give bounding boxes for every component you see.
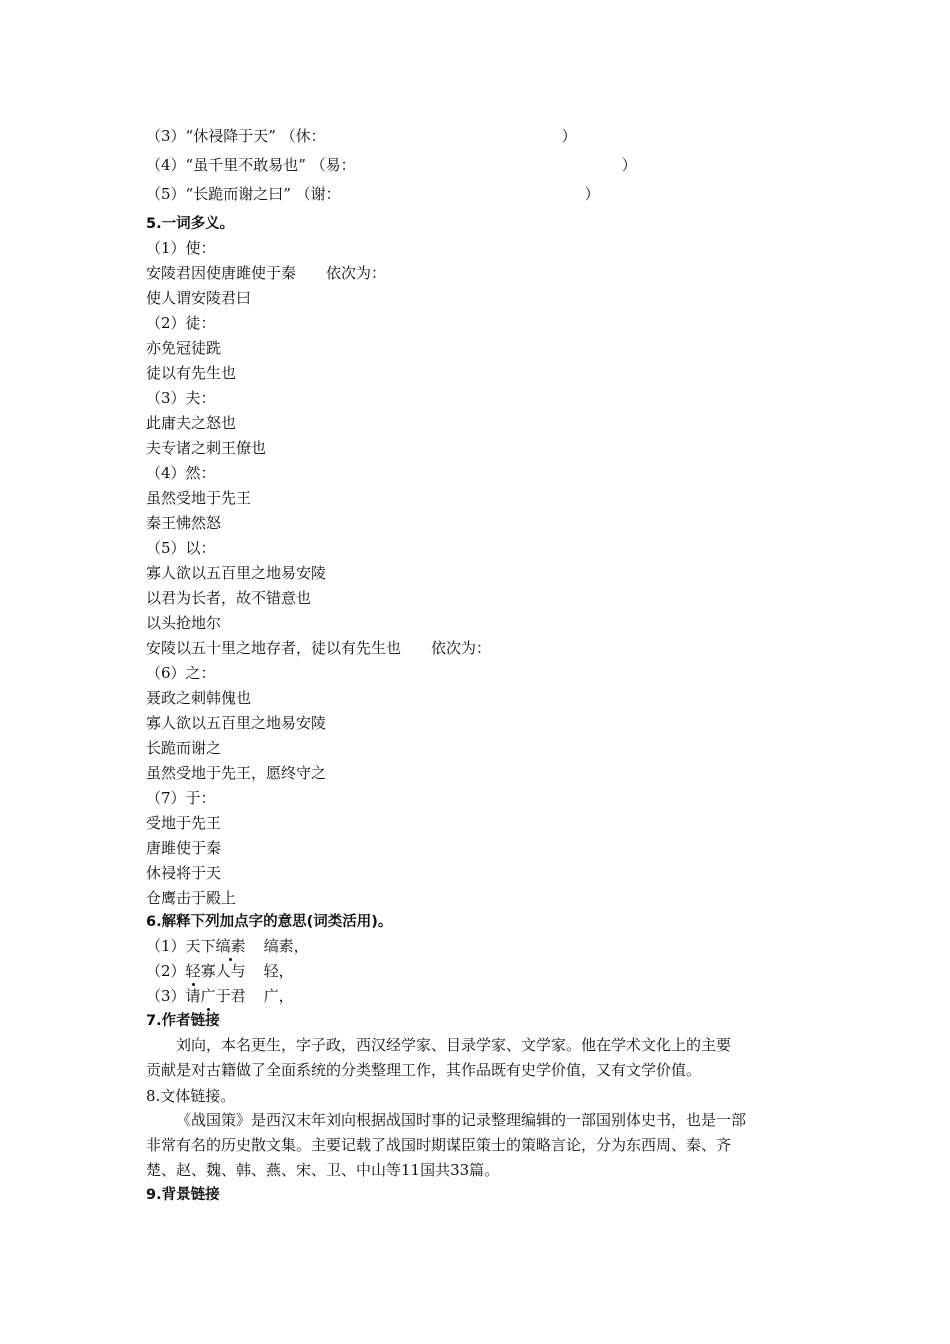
sec5-line: 使人谓安陵君曰 (146, 289, 252, 307)
para-line: 《战国策》是西汉末年刘向根据战国时事的记录整理编辑的一部国别体史书，也是一部 (176, 1111, 747, 1129)
fill-in-q4-close: ） (621, 156, 637, 174)
genre-paragraph (146, 1108, 806, 1183)
sec5-line: 长跪而谢之 (146, 739, 222, 757)
sec6-answer: 轻， (263, 962, 294, 980)
sec5-line: 受地于先王 (146, 814, 222, 832)
sec6-answer: 广， (263, 987, 294, 1005)
dotted-word: 缟素 (215, 937, 246, 955)
sec5-line: 徒以有先生也 (146, 364, 237, 382)
sec5-line: 亦免冠徒跣 (146, 339, 222, 357)
fill-in-q5 (146, 184, 600, 204)
sec6-answer: 缟素， (263, 937, 309, 955)
fill-in-q4 (146, 155, 637, 175)
sec6-prefix: （3）请 (146, 987, 201, 1005)
fill-in-q5-text: （5）“长跪而谢之曰” （谢： (146, 185, 341, 203)
sec5-line: 虽然受地于先王 (146, 489, 252, 507)
sec5-line: （7）于： (146, 789, 216, 807)
sec5-line: 唐雎使于秦 (146, 839, 222, 857)
sec5-line: （2）徒： (146, 314, 216, 332)
sec5-line: 夫专诸之刺王僚也 (146, 439, 267, 457)
fill-in-q3-close: ） (561, 127, 577, 145)
sec6-prefix: （2） (146, 962, 186, 980)
sec5-line: 聂政之刺韩傀也 (146, 689, 252, 707)
sec5-line: 寡人欲以五百里之地易安陵 (146, 564, 327, 582)
fill-in-q4-text: （4）“虽千里不敢易也” （易： (146, 156, 356, 174)
sec5-line: 此庸夫之怒也 (146, 414, 237, 432)
sec5-line: （1）使： (146, 239, 216, 257)
sec5-line: （3）夫： (146, 389, 216, 407)
sec6-item (146, 936, 309, 956)
sec5-note: 依次为： (326, 264, 387, 282)
sec5-line: （4）然： (146, 464, 216, 482)
sec5-line: 休祲将于天 (146, 864, 222, 882)
sec6-item (146, 986, 294, 1006)
author-paragraph (146, 1033, 806, 1083)
sec5-line: 仓鹰击于殿上 (146, 889, 237, 907)
sec5-line (146, 263, 386, 283)
sec5-line-text: 安陵君因使唐雎使于秦 (146, 264, 297, 282)
sec6-item (146, 961, 294, 981)
section-9-heading: 9.背景链接 (146, 1187, 220, 1203)
sec5-line: 秦王怫然怒 (146, 514, 222, 532)
sec5-line (146, 638, 491, 658)
dotted-word: 广 (200, 987, 216, 1005)
sec5-line: （5）以： (146, 539, 216, 557)
section-6-heading: 6.解释下列加点字的意思(词类活用)。 (146, 914, 393, 930)
fill-in-q3-text: （3）“休祲降于天” （休： (146, 127, 326, 145)
sec6-suffix: 寡人与 (200, 962, 246, 980)
para-line: 楚、赵、魏、韩、燕、宋、卫、中山等11国共33篇。 (146, 1161, 500, 1179)
dotted-word: 轻 (185, 962, 201, 980)
sec5-line-text: 安陵以五十里之地存者，徒以有先生也 (146, 639, 402, 657)
sec5-line: （6）之： (146, 664, 216, 682)
sec5-line: 以头抢地尔 (146, 614, 222, 632)
fill-in-q3 (146, 126, 577, 146)
para-line: 非常有名的历史散文集。主要记载了战国时期谋臣策士的策略言论，分为东西周、秦、齐 (146, 1136, 732, 1154)
sec5-note: 依次为： (431, 639, 492, 657)
sec5-line: 虽然受地于先王，愿终守之 (146, 764, 327, 782)
section-5-heading: 5.一词多义。 (146, 216, 235, 232)
section-7-heading: 7.作者链接 (146, 1013, 220, 1029)
fill-in-q5-close: ） (584, 185, 600, 203)
section-8-heading: 8.文体链接。 (146, 1087, 236, 1105)
para-line: 贡献是对古籍做了全面系统的分类整理工作，其作品既有史学价值，又有文学价值。 (146, 1061, 702, 1079)
sec5-line: 寡人欲以五百里之地易安陵 (146, 714, 327, 732)
sec5-line: 以君为长者，故不错意也 (146, 589, 312, 607)
sec6-suffix: 于君 (215, 987, 246, 1005)
sec6-prefix: （1）天下 (146, 937, 216, 955)
para-line: 刘向，本名更生，字子政，西汉经学家、目录学家、文学家。他在学术文化上的主要 (176, 1036, 732, 1054)
